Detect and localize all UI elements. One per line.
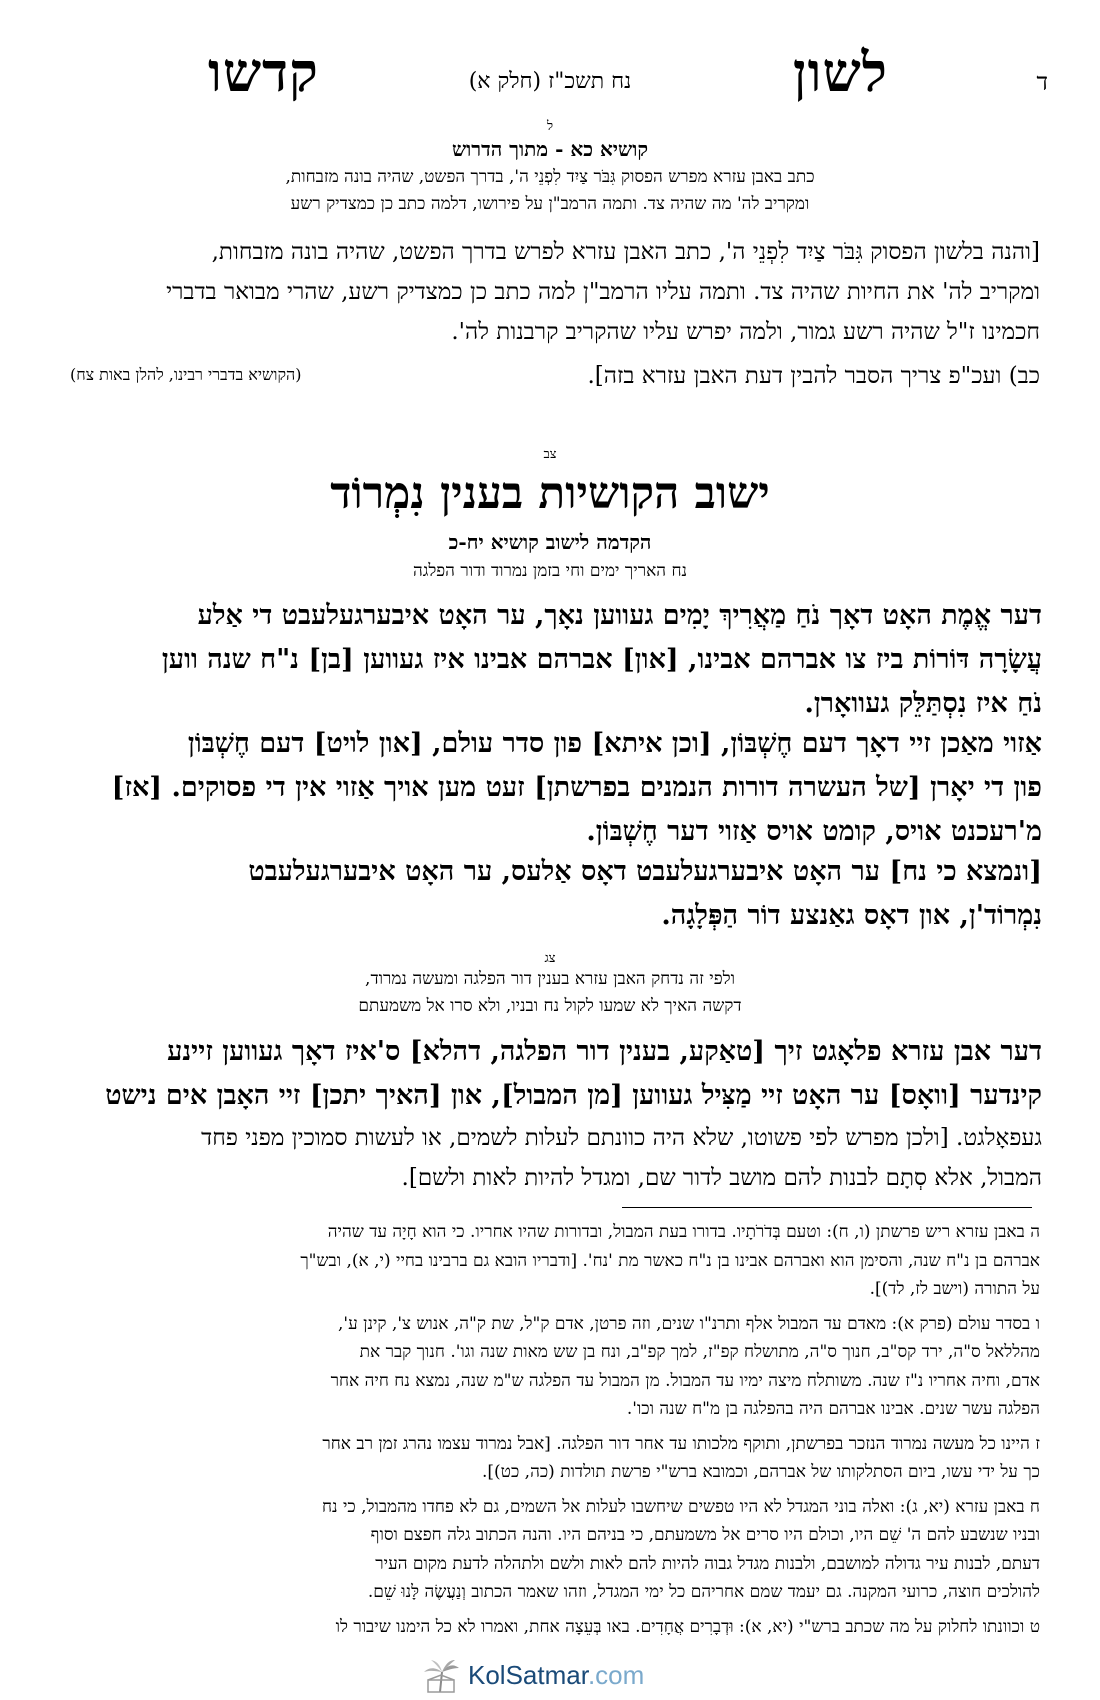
body-line: ומקריב לה' את החיות שהיה צד. ותמה עליו הרמב"ן למה כתב כן כמצדיק רשע, שהרי מבואר בדברי	[166, 279, 1040, 305]
body-line: געפאָלגט. [ולכן מפרש לפי פשוטו, שלא היה כוונתם לעלות לשמים, או לעשות סמוכין מפני פחד	[201, 1125, 1042, 1151]
body-line: [ונמצא כי נח] ער האָט איבערגעלעבט דאָס אַלעס, ער האָט איבערגעלעבט	[248, 856, 1042, 887]
section-summary-line: ולפי זה נדחק האבן עזרא בענין דור הפלגה ומעשה נמרוד,	[365, 969, 735, 989]
footnote-line: מהללאל ס"ה, ירד קס"ב, חנוך ס"ה, מתושלח קפ"ז, למך קפ"ב, ונח בן שש מאות שנה וגו'. חנוך קבר את	[359, 1342, 1040, 1362]
footnote-line: ח באבן עזרא (יא, ג): ואלה בוני המגדל לא היו טפשים שיחשבו לעלות אל השמים, גם לא פחדו מהמבול, כי נח	[321, 1496, 1040, 1517]
body-line: המבול, אלא סְתָם לבנות להם מושב לדור שם, ומגדל להיות לאות ולשם].	[401, 1165, 1042, 1191]
section-title: ישוב הקושיות בענין נִמְרוֹד	[330, 468, 770, 519]
section-subtitle: הקדמה לישוב קושיא יח-כ	[448, 530, 652, 554]
footnote-line: אדם, וחיה אחריו נ"ז שנה. משותלח מיצה ימיו עד המבול. מן המבול עד הפלגה ש"מ שנה, נמצא נח חיה אחר	[330, 1370, 1040, 1391]
footnote-line: אברהם בן נ"ח שנה, והסימן הוא ואברהם אבינו בן נ"ח כאשר מת 'נח'. [ודבריו הובא גם ברבינו בחיי (י, א), ובש"ך	[300, 1250, 1040, 1271]
footnote-line: ה באבן עזרא ריש פרשתן (ו, ח): וטעם בְּדֹרֹתָיו. בדורו בעת המבול, ובדורות שהיו אחריו. כי הוא חָיָה עד שהיה	[327, 1222, 1040, 1242]
palm-tree-icon	[420, 1658, 462, 1694]
section-summary-line: ומקריב לה' מה שהיה צד. ותמה הרמב"ן על פירושו, דלמה כתב כן כמצדיק רשע	[290, 194, 810, 214]
footnote-line: על התורה (וישב לז, לד)].	[869, 1279, 1040, 1299]
footnote-line: להולכים חוצה, כרועי המקנה. גם יעמד שמם אחריהם כל ימי המגדל, וזהו שאמר הכתוב וְנַעֲשֶׂה לָּנוּ שֵׁם.	[367, 1582, 1040, 1602]
side-note: (הקושיא בדברי רבינו, להלן באות צח)	[70, 365, 302, 384]
kushya-body	[70, 232, 1040, 352]
running-title-left: קדשו	[208, 40, 319, 104]
footnote-line: ו בסדר עולם (פרק א): מאדם עד המבול אלף ותרנ"ו שנים, וזה פרטן, אדם ק"ל, שת ק"ה, אנוש צ', קינן ע',	[338, 1313, 1040, 1334]
tzag-body	[62, 1030, 1042, 1118]
body-line: נֹחַ איז נִסְתַּלֵּק געוואָרן.	[804, 688, 1042, 719]
footnote-line: דעתם, לבנות עיר גדולה למושבם, ולבנות מגדל גבוה להיות להם לאות ולשם ולתהלה לדעת מקום העיר	[375, 1553, 1040, 1574]
section-summary-line: דקשה האיך לא שמעו לקול נח ובניו, ולא סרו אל משמעתם	[358, 996, 742, 1016]
section-marker: צב	[543, 447, 557, 462]
yishuv-body	[62, 594, 1042, 726]
body-line: דער אבן עזרא פלאָגט זיך [טאַקע, בענין דור הפלגה, דהלא] ס'איז דאָך געווען זיינע	[167, 1036, 1042, 1067]
footnote-line: ז היינו כל מעשה נמרוד הנזכר בפרשתן, ותוקף מלכותו עד אחר דור הפלגה. [אבל נמרוד עצמו נהרג זמן רב אחר	[322, 1433, 1040, 1454]
kolsatmar-logo	[420, 1658, 680, 1694]
logo-brand: KolSatmar	[468, 1660, 588, 1690]
running-title-right: לשון	[792, 40, 888, 104]
body-line: עֲשָׂרָה דּוֹרוֹת ביז צו אברהם אבינו, [און] אברהם אבינו איז געווען [בן] נ"ח שנה ווען	[161, 644, 1042, 675]
body-line: [והנה בלשון הפסוק גִּבֹּר צַיִד לִפְנֵי ה', כתב האבן עזרא לפרש בדרך הפשט, שהיה בונה מזבחות,	[211, 239, 1040, 265]
footnote-line: ובניו שנשבע להם ה' שֵׁם היו, וכולם היו סרים אל משמעתם, כי בניהם היו. והנה הכתוב גלה חפצם וסוף	[370, 1525, 1040, 1545]
section-marker: צג	[544, 951, 556, 966]
section-summary-line: כתב באבן עזרא מפרש הפסוק גִּבֹּר צַיִד לִפְנֵי ה', בדרך הפשט, שהיה בונה מזבחות,	[285, 167, 815, 187]
body-line: דער אֱמֶת האָט דאָך נֹחַ מַאֲרִיךְ יָמִים געווען נאָך, ער האָט איבערגעלעבט די אַלע	[197, 600, 1042, 631]
footnote-divider	[622, 1207, 1032, 1208]
page-number: ד	[1036, 68, 1048, 96]
body-line: מ'רעכנט אויס, קומט אויס אַזוי דער חֶשְׁבּוֹן.	[586, 816, 1042, 847]
footnote-line: כך על ידי עשו, ביום הסתלקותו של אברהם, וכמובא ברש"י פרשת תולדות (כה, כט)].	[482, 1462, 1040, 1482]
running-parsha: נח תשכ"ז (חלק א)	[468, 69, 632, 94]
body-line: כב) ועכ"פ צריך הסבר להבין דעת האבן עזרא בזה].	[587, 363, 1040, 389]
logo-text	[468, 1660, 644, 1691]
body-line: חכמינו ז"ל שהיה רשע גמור, ולמה יפרש עליו שהקריב קרבנות לה'.	[451, 319, 1040, 345]
footnote-line: ט וכוונתו לחלוק על מה שכתב ברש"י (יא, א): וּדְבָרִים אֲחָדִים. באו בְּעֵצָה אחת, ואמרו לא כל הימנו שיבור לו	[335, 1616, 1040, 1637]
footnotes	[60, 1218, 1040, 1641]
section-heading: קושיא כא - מתוך הדרוש	[451, 137, 649, 161]
body-line: נִמְרוֹד'ן, און דאָס גאַנצע דוֹר הַפְּלָגָה.	[661, 900, 1042, 931]
logo-suffix: .com	[587, 1660, 645, 1690]
yishuv-body	[62, 722, 1042, 854]
yishuv-body	[62, 850, 1042, 938]
body-line: אַזוי מאַכן זיי דאָך דעם חֶשְׁבּוֹן, [וכן איתא] פון סדר עולם, [און לויט] דעם חֶשְׁבּוֹן	[187, 728, 1042, 759]
body-line: קינדער [וואָס] ער האָט זיי מַצִּיל געווען [מן המבול], און [האיך יתכן] זיי האָבן אים נישט	[105, 1080, 1042, 1111]
body-line: פון די יאָרן [של העשרה דורות הנמנים בפרשתן] זעט מען אויך אַזוי אין די פסוקים. [אז]	[111, 772, 1042, 803]
section-subtitle-2: נח האריך ימים וחי בזמן נמרוד ודור הפלגה	[412, 561, 688, 581]
section-marker: ל	[546, 119, 554, 134]
footnote-line: הפלגה עשר שנים. אבינו אברהם היה בהפלגה בן מ"ח שנה וכו'.	[626, 1399, 1040, 1419]
tzag-body-continued	[62, 1118, 1042, 1198]
